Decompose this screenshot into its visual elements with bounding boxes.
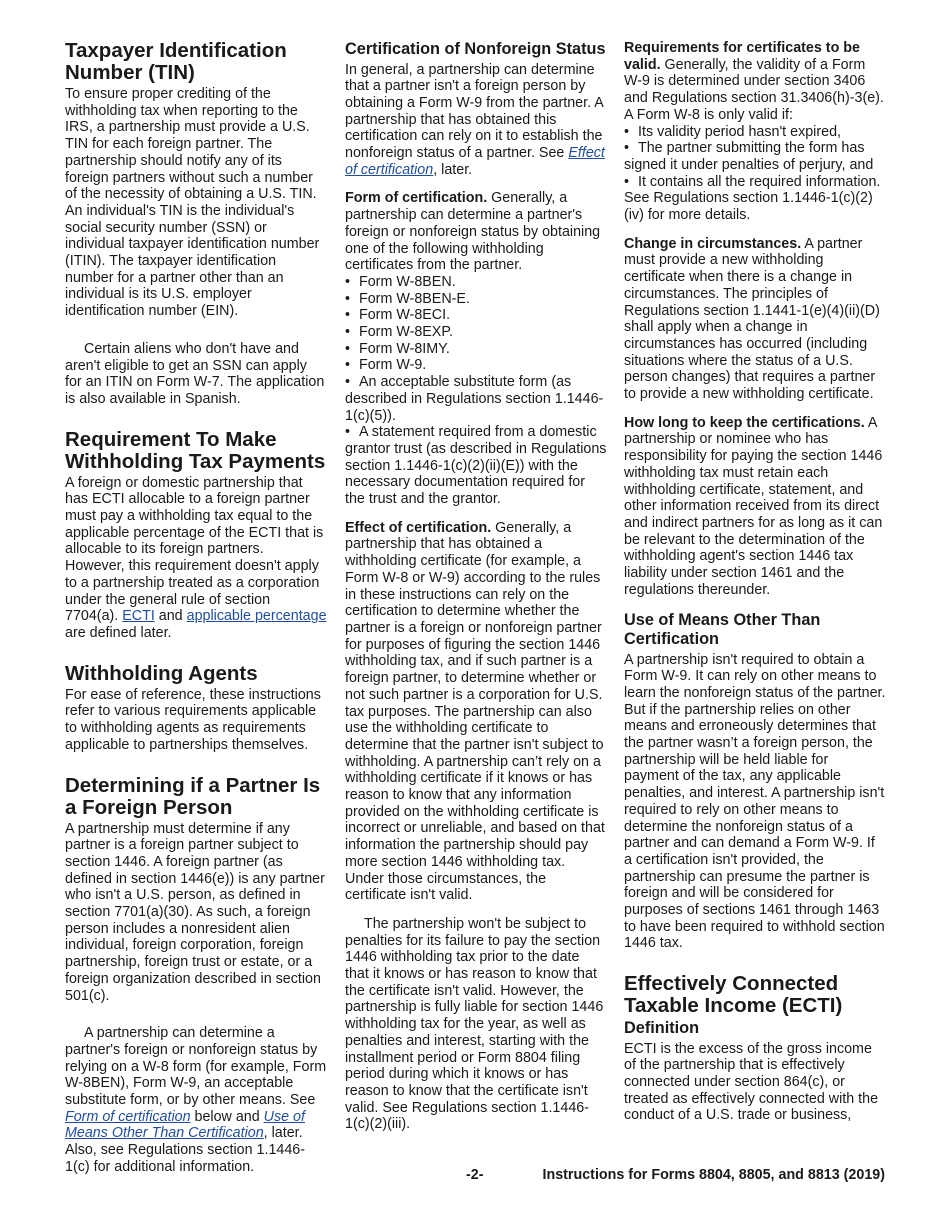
use-of-means-link[interactable]: Use of Means Other Than Certification [65, 1108, 305, 1142]
heading-tin: Taxpayer Identification Number (TIN) [65, 39, 287, 84]
validity-list [624, 124, 886, 191]
ecti-definition-paragraph: ECTI is the excess of the gross income of the partnership that is effectively connected under section 864(c), or treated as effectively connected with the conduct of a U.S. trade or business, [624, 1040, 879, 1124]
list-item: • Its validity period hasn't expired, [624, 124, 886, 141]
heading-determining: Determining if a Partner Is a Foreign Person [65, 773, 321, 819]
change-in-circumstances-paragraph: Change in circumstances. A partner must provide a new withholding certificate when there is a change in circumstances. The principles of Regulations section 1.1441-1(e)(4)(ii)(D) shall apply when a change in circumstances has occurred (including situations where the status of a U.S. person changes) that requires a partner to provide a new withholding certificate. [624, 235, 880, 403]
list-item: • A statement required from a domestic grantor trust (as described in Regulations section 1.1446-1(c)(2)(ii)(E)) with the necessary documentation required for the trust and the grantor. [345, 424, 607, 508]
heading-definition: Definition [624, 1019, 700, 1038]
page-number: -2- [466, 1167, 484, 1183]
list-item: • An acceptable substitute form (as described in Regulations section 1.1446-1(c)(5)). [345, 374, 607, 424]
list-item: • It contains all the required information. [624, 174, 886, 191]
heading-requirement: Requirement To Make Withholding Tax Payments [65, 427, 326, 473]
column-left [65, 40, 327, 1176]
ecti-link[interactable]: ECTI [122, 608, 155, 625]
form-of-certification-paragraph: Form of certification. Generally, a partnership can determine a partner's foreign or nonforeign status by obtaining one of the following withholding certificates from the partner. [345, 190, 601, 274]
footer-title: Instructions for Forms 8804, 8805, and 8813 (2019) [542, 1167, 885, 1183]
heading-withholding-agents: Withholding Agents [65, 661, 258, 685]
applicable-percentage-link[interactable]: applicable percentage [186, 608, 327, 625]
effect-of-certification-link[interactable]: Effect of certification [345, 145, 605, 178]
column-right [624, 40, 886, 1124]
certification-paragraph: In general, a partnership can determine that a partner isn't a foreign person by obtaining a Form W-9 from the partner. A partnership that has obtained this certification can rely on it to establish the nonforeign status of a partner. See Effect of certification, later. [345, 61, 605, 178]
heading-ecti: Effectively Connected Taxable Income (ECTI) [624, 972, 843, 1018]
list-item: • Form W-8BEN-E. [345, 291, 607, 308]
heading-use-of-means: Use of Means Other Than Certification [624, 610, 821, 648]
use-of-means-paragraph: A partnership isn't required to obtain a Form W-9. It can rely on other means to learn the nonforeign status of the partner. But if the partnership relies on other means and erroneously determines that the partner wasn’t a foreign person, the partnership will be held liable for payment of the tax, any applicable penalties, and interest. A partnership isn't required to rely on other means to determine the nonforeign status of a partner and can demand a Form W-9. If a certification isn't provided, the partnership can presume the partner is foreign and will be considered for purposes of sections 1461 through 1463 to have been required to withhold section 1446 tax. [624, 651, 886, 952]
requirements-valid-paragraph: Requirements for certificates to be valid. Generally, the validity of a Form W-9 is determined under section 3406 and Regulations section 31.3406(h)-3(e). A Form W-8 is only valid if: [624, 40, 884, 123]
requirement-paragraph: A foreign or domestic partnership that has ECTI allocable to a foreign partner must pay a withholding tax equal to the applicable percentage of the ECTI that is allocable to its foreign partners. However, this requirement doesn't apply to a partnership treated as a corporation under the general rule of section 7704(a). ECTI and applicable percentage are defined later. [65, 474, 327, 641]
list-item: • Form W-9. [345, 357, 607, 374]
list-item: • Form W-8ECI. [345, 307, 607, 324]
list-item: • Form W-8BEN. [345, 274, 607, 291]
determining-paragraph-1: A partnership must determine if any partner is a foreign partner subject to section 1446. A foreign partner (as defined in section 1446(e)) is any partner who isn't a U.S. person, as defined in section 7701(a)(30). As such, a foreign person includes a nonresident alien individual, foreign corporation, foreign partnership, foreign trust or estate, or a foreign organization described in section 501(c). [65, 820, 325, 1004]
column-middle [345, 40, 607, 1133]
tin-paragraph-2: Certain aliens who don't have and aren't eligible to get an SSN can apply for an ITIN on Form W-7. The application is also available in Spanish. [65, 340, 325, 407]
heading-certification: Certification of Nonforeign Status [345, 40, 606, 58]
determining-paragraph-2: A partnership can determine a partner's foreign or nonforeign status by relying on a W-8 form (for example, Form W-8BEN), Form W-9, an acceptable substitute form, or by other means. See Form of certification below and Use of Means Other Than Certification, later. Also, see Regulations section 1.1446-1(c) for additional information. [65, 1025, 327, 1175]
penalties-paragraph: The partnership won't be subject to penalties for its failure to pay the section 1446 withholding tax prior to the date that it knows or has reason to know that the certificate isn't valid. However, the partnership is fully liable for section 1446 withholding tax for the year, as well as penalties and interest, starting with the installment period or Form 8804 filing period during which it knows or has reason to know that the certificate isn't valid. See Regulations section 1.1446-1(c)(2)(iii). [345, 915, 604, 1133]
agents-paragraph: For ease of reference, these instructions refer to various requirements applicable to withholding agents as requirements applicable to partnerships themselves. [65, 686, 321, 753]
validity-details: See Regulations section 1.1446-1(c)(2)(iv) for more details. [624, 190, 873, 224]
tin-paragraph-1: To ensure proper crediting of the withholding tax when reporting to the IRS, a partnership must provide a U.S. TIN for each foreign partner. The partnership should notify any of its foreign partners without such a number of the necessity of obtaining a U.S. TIN. An individual's TIN is the individual's social security number (SSN) or individual taxpayer identification number (ITIN). The taxpayer identification number for a partner other than an individual is its U.S. employer identification number (EIN). [65, 86, 320, 320]
list-item: • The partner submitting the form has signed it under penalties of perjury, and [624, 140, 886, 173]
keep-certifications-paragraph: How long to keep the certifications. A partnership or nominee who has responsibility for paying the section 1446 withholding tax must retain each withholding certificate, statement, and other information received from its direct and indirect partners for as long as it can be relevant to the determination of the withholding agent's section 1446 tax liability under section 1461 and the regulations thereunder. [624, 414, 883, 598]
certificate-list [345, 274, 607, 508]
form-of-certification-link[interactable]: Form of certification [65, 1108, 191, 1125]
list-item: • Form W-8EXP. [345, 324, 607, 341]
list-item: • Form W-8IMY. [345, 341, 607, 358]
effect-of-certification-paragraph: Effect of certification. Generally, a partnership that has obtained a withholding certificate (for example, a Form W-8 or W-9) according to the rules in these instructions can rely on the certification to determine whether the partner is a foreign or nonforeign partner for purposes of figuring the section 1446 withholding tax, and if such partner is a foreign partner, to determine whether or not such partner is a corporation for U.S. tax purposes. The partnership can also use the withholding certificate to determine that the partner isn't subject to withholding. A partnership can’t rely on a withholding certificate if it knows or has reason to know that any information provided on the withholding certificate is incorrect or unreliable, and based on that information the partnership should pay more section 1446 withholding tax. Under those circumstances, the certificate isn't valid. [345, 519, 605, 904]
